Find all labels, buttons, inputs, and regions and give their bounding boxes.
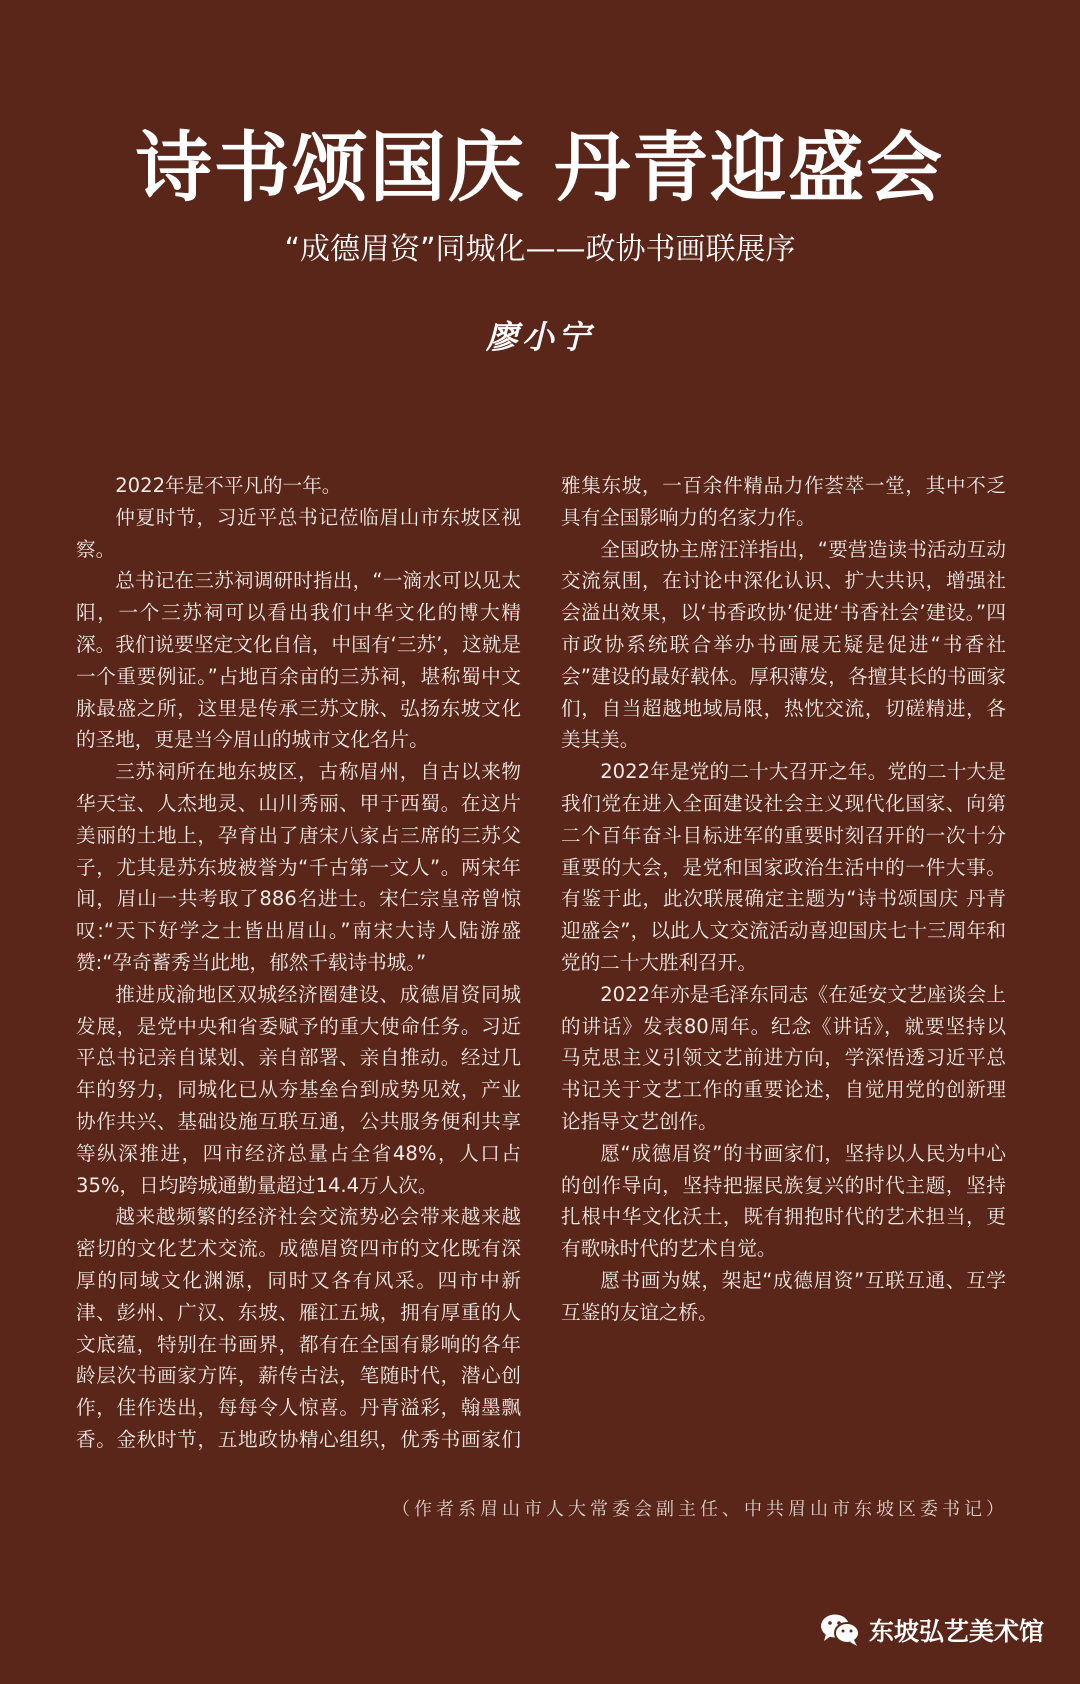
author-name: 廖小宁	[485, 318, 594, 356]
paragraph: 愿书画为媒，架起“成德眉资”互联互通、互学互鉴的友谊之桥。	[561, 1268, 1006, 1324]
page-title: 诗书颂国庆 丹青迎盛会	[135, 123, 945, 212]
page-subtitle: “成德眉资”同城化——政协书画联展序	[284, 232, 796, 267]
paragraph: 2022年是党的二十大召开之年。党的二十大是我们党在进入全面建设社会主义现代化国家、向第二个百年奋斗目标进军的重要时刻召开的一次十分重要的大会，是党和国家政治生活中的一件大事。有鉴于此，此次联展确定主题为“诗书颂国庆 丹青迎盛会”，以此人文交流活动喜迎国庆七十三周年和党的二十大胜利召开。	[561, 760, 1006, 974]
paragraph: 2022年是不平凡的一年。	[115, 474, 342, 497]
account-watermark	[819, 1610, 1044, 1650]
author-note: （作者系眉山市人大常委会副主任、中共眉山市东坡区委书记）	[392, 1499, 1008, 1520]
article-body	[76, 470, 1006, 1460]
paragraph: 三苏祠所在地东坡区，古称眉州，自古以来物华天宝、人杰地灵、山川秀丽、甲于西蜀。在这片美丽的土地上，孕育出了唐宋八家占三席的三苏父子，尤其是苏东坡被誉为“千古第一文人”。两宋年间，眉山一共考取了886名进士。宋仁宗皇帝曾惊叹:“天下好学之士皆出眉山。”南宋大诗人陆游盛赞:“孕奇蓄秀当此地，郁然千载诗书城。”	[76, 760, 521, 974]
paragraph: 总书记在三苏祠调研时指出，“一滴水可以见太阳，一个三苏祠可以看出我们中华文化的博大精深。我们说要坚定文化自信，中国有‘三苏’，这就是一个重要例证。”占地百余亩的三苏祠，堪称蜀中文脉最盛之所，这里是传承三苏文脉、弘扬东坡文化的圣地，更是当今眉山的城市文化名片。	[76, 569, 521, 752]
paragraph: 越来越频繁的经济社会交流势必会带来越来越密切的文化艺术交流。成德眉资四市的文化既有深厚的同域文化渊源，同时又各有风采。四市中新津、彭州、广汉、东坡、雁江五城，拥有厚重的人文底蕴，特别在书画界，都有在全国有影响的各年龄层次书画家方阵，薪传古法，笔随时代，潜心创作，佳作迭出，每每令人惊喜。丹青溢彩，翰墨飘香。金秋时节，五地政协精心组织，优秀书画家们雅集东坡，一百余件精品力作荟萃一堂，其中不乏具有全国影响力的名家力作。	[76, 474, 1006, 1451]
paragraph: 推进成渝地区双城经济圈建设、成德眉资同城发展，是党中央和省委赋予的重大使命任务。习近平总书记亲自谋划、亲自部署、亲自推动。经过几年的努力，同城化已从夯基垒台到成势见效，产业协作共兴、基础设施互联互通，公共服务便利共享等纵深推进，四市经济总量占全省48%，人口占35%，日均跨城通勤量超过14.4万人次。	[76, 982, 521, 1197]
wechat-icon	[819, 1612, 861, 1648]
paragraph: 愿“成德眉资”的书画家们，坚持以人民为中心的创作导向，坚持把握民族复兴的时代主题，坚持扎根中华文化沃土，既有拥抱时代的艺术担当，更有歌咏时代的艺术自觉。	[561, 1141, 1006, 1261]
paragraph: 全国政协主席汪洋指出，“要营造读书活动互动交流氛围，在讨论中深化认识、扩大共识，增强社会溢出效果，以‘书香政协’促进‘书香社会’建设。”四市政协系统联合举办书画展无疑是促进“书香社会”建设的最好载体。厚积薄发，各擅其长的书画家们，自当超越地域局限，热忱交流，切磋精进，各美其美。	[561, 537, 1006, 752]
paragraph: 2022年亦是毛泽东同志《在延安文艺座谈会上的讲话》发表80周年。纪念《讲话》，就要坚持以马克思主义引领文艺前进方向，学深悟透习近平总书记关于文艺工作的重要论述，自觉用党的创新理论指导文艺创作。	[561, 982, 1006, 1133]
account-name: 东坡弘艺美术馆	[868, 1617, 1044, 1646]
paragraph: 仲夏时节，习近平总书记莅临眉山市东坡区视察。	[76, 505, 521, 561]
